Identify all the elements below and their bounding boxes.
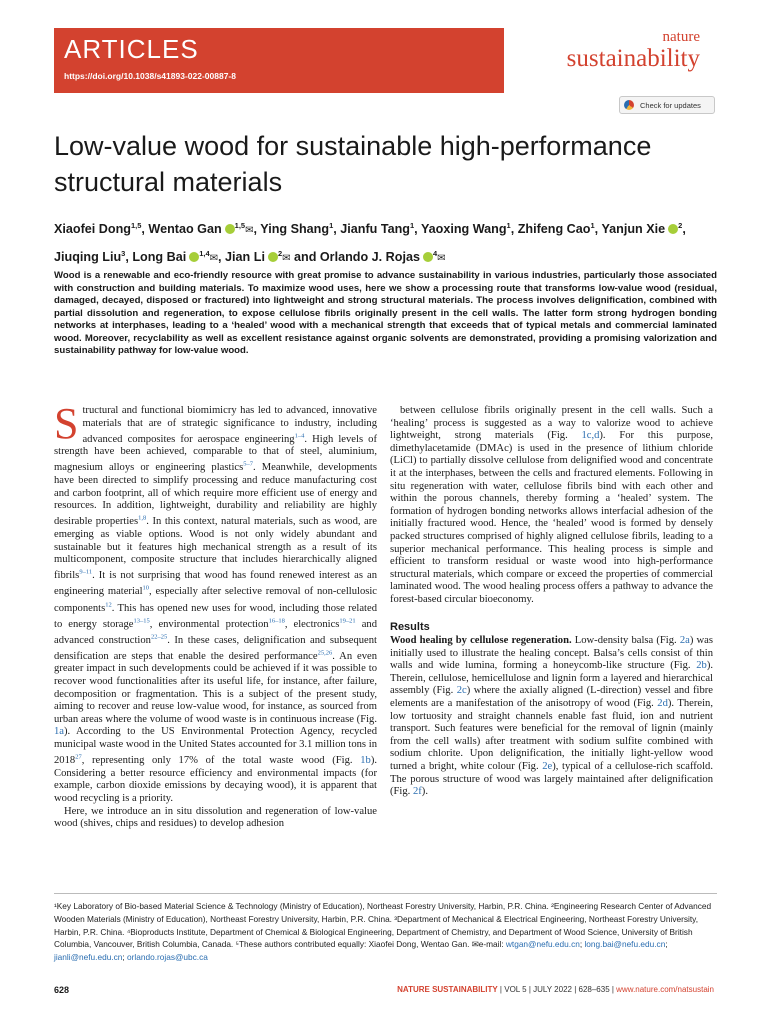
figure-link[interactable]: 1b: [360, 755, 371, 767]
author[interactable]: [260, 222, 333, 236]
author-separator: ,: [218, 250, 226, 265]
body-text: ) where the axially aligned (L-direction) vessel and fibre elements are a manifestation of the anisotropy of wood (Fig.: [390, 685, 713, 710]
author[interactable]: [148, 222, 253, 236]
author-name[interactable]: Yanjun Xie: [601, 222, 666, 237]
page-number: 628: [54, 985, 70, 995]
author-name[interactable]: Zhifeng Cao: [517, 222, 591, 237]
affiliations-footnote: [54, 900, 717, 964]
citation-link[interactable]: 9–11: [79, 568, 93, 576]
citation-link[interactable]: 16–18: [268, 617, 285, 625]
author-name[interactable]: Jian Li: [225, 250, 265, 265]
citation-link[interactable]: 27: [75, 753, 82, 761]
body-column-left: [54, 399, 378, 831]
citation-link[interactable]: 10: [142, 584, 150, 592]
orcid-icon[interactable]: [668, 224, 678, 234]
email-icon[interactable]: ✉: [437, 253, 446, 265]
figure-link[interactable]: 2b: [696, 660, 707, 672]
intro-paragraph-2: Here, we introduce an in situ dissolution and regeneration of low-value wood (shives, chips and residues) to develop adhesion: [54, 805, 377, 830]
author-separator: ,: [125, 250, 133, 265]
footer-issue: | VOL 5 | JULY 2022 | 628–635 |: [497, 985, 617, 994]
check-for-updates-button[interactable]: [619, 96, 715, 114]
figure-link[interactable]: 1c,d: [581, 430, 600, 442]
author-separator: ,: [510, 222, 518, 237]
affiliations-text: ¹Key Laboratory of Bio-based Material Science & Technology (Ministry of Education), Northeast Forestry University, Harbin, P.R. China. ²Engineering Research Center of Advanced Wooden Materials (Ministry of Education), Northeast Forestry University, Harbin, P.R. China. ³Department of Mechanical & Electrical Engineering, Northeast Forestry University, Harbin, P.R. China. ⁴Bioproducts Institute, Department of Chemical & Biological Engineering, Department of Chemistry, and Department of Wood Science, University of British Columbia, Vancouver, British Columbia, Canada. ⁵These authors contributed equally: Xiaofei Dong, Wentao Gan.: [54, 901, 712, 950]
citation-link[interactable]: 1,8: [138, 514, 147, 522]
body-text: , electronics: [284, 618, 340, 630]
body-text: , environmental protection: [149, 618, 269, 630]
figure-link[interactable]: 2a: [679, 635, 690, 647]
email-link[interactable]: orlando.rojas@ubc.ca: [127, 952, 208, 963]
author-separator: and: [290, 250, 320, 265]
body-text: ). Therein, cellulose, hemicellulose and lignin form a layered and hierarchical assembly (Fig.: [390, 660, 713, 697]
author-separator: ,: [594, 222, 602, 237]
body-text: . Meanwhile, developments have been directed to simplify processing and reduce manufacturing cost and carbon footprint, all of which require more efficient use of energy and resources. In addition, lightweight, durability and reliability are highly desirable properties: [54, 462, 377, 528]
body-text: and advanced construction: [54, 618, 377, 646]
author-name[interactable]: Yaoxing Wang: [420, 222, 507, 237]
author[interactable]: [320, 250, 446, 264]
citation-link[interactable]: 1–4: [294, 432, 305, 440]
email-link[interactable]: wtgan@nefu.edu.cn: [505, 939, 580, 950]
author[interactable]: [518, 222, 595, 236]
author-affiliation: 2: [277, 249, 283, 259]
author-affiliation: 3: [121, 249, 126, 259]
results-subheading: Wood healing by cellulose regeneration.: [390, 635, 572, 647]
email-separator: ;: [579, 939, 585, 950]
orcid-icon[interactable]: [268, 252, 278, 262]
abstract: Wood is a renewable and eco-friendly resource with great promise to advance sustainability in various industries, particularly those associated with construction and building materials. To maximize wood uses, here we show a processing route that transforms low-value wood (residual, damaged, decayed, disposed or fractured) into lightweight and strong structural materials. The process involves delignification, combined with partial dissolution and regeneration, to expose cellulose fibrils originally present in the cell walls. The latter form strong hydrogen bonding networks at interphases, leading to a ‘healed’ wood with a mechanical strength that exceeds that of typical metals and commercial laminated wood. Moreover, recyclability as well as excellent resistance against organic solvents are demonstrated, providing a promising valorization and sustainability pathway for low-value wood.: [54, 270, 717, 356]
body-text: ). Therein, low tortuosity and straight channels enable fast fluid, ion and nutrient transport. Such features were beneficial for the removal of lignin (mainly from the cell walls) after treatment with sodium sulfite combined with sodium chlorite. Upon delignification, the initially light-yellow wood turned a bright, white colour (Fig.: [390, 698, 713, 773]
author[interactable]: [340, 222, 414, 236]
footer-journal-url[interactable]: www.nature.com/natsustain: [616, 985, 714, 994]
journal-logo[interactable]: [540, 30, 700, 73]
author-affiliation: 1: [590, 221, 595, 230]
figure-link[interactable]: 1a: [54, 726, 64, 738]
dropcap: S: [54, 399, 79, 448]
figure-link[interactable]: 2c: [456, 685, 467, 697]
journal-logo-line2: sustainability: [566, 45, 700, 72]
body-text: ) was initially used to illustrate the healing concept. Balsa’s cells consist of thin walls and wide lumina, forming a honeycomb-like structure (Fig.: [390, 635, 713, 672]
author[interactable]: [225, 250, 290, 264]
author[interactable]: [601, 222, 682, 236]
footnote-divider: [54, 893, 717, 894]
body-text: , especially after selective removal of non-cellulosic components: [54, 586, 378, 614]
intro-paragraph-1: [54, 399, 378, 806]
journal-logo-line1: nature: [662, 29, 700, 45]
body-text: . High levels of strength have been achieved, comparable to that of steel, aluminium, magnesium alloys or engineering plastics: [54, 433, 377, 474]
citation-link[interactable]: 22–25: [150, 633, 168, 641]
body-column-right: [390, 405, 713, 799]
doi-link[interactable]: https://doi.org/10.1038/s41893-022-00887-8: [64, 71, 236, 81]
author-affiliation: 1: [329, 221, 334, 230]
citation-link[interactable]: 5–7: [243, 460, 253, 468]
email-label: ✉e-mail:: [471, 939, 506, 950]
body-text: ).: [421, 786, 428, 798]
body-text: ). For this purpose, dimethylacetamide (DMAc) is used in the presence of lithium chloride (LiCl) to partially dissolve cellulose from delignified wood and concentrate it at the interphases, between the cells and fractured elements. Following in situ regeneration with water, cellulose fibrils bind with each other and within the porous channels, thereby forming a ‘healed’ system. The formation of hydrogen bonding networks allows interfacial adhesion of the initially fractured wood. Hence, the ‘healed’ wood is formed by densely packed structures comprised of highly aligned cellulose fibrils, leading to a superior mechanical performance. This healing process is simple and efficient to transform residual or waste wood into high-performance structural materials, which compare or exceed the properties of commercial laminated wood. The wood healing process offers a pathway to advance the forest-based circular bioeconomy.: [390, 430, 713, 605]
body-text: , representing only 17% of the total waste wood (Fig.: [81, 755, 361, 767]
author-name[interactable]: Jiuqing Liu: [54, 250, 122, 265]
author-affiliation: 1,4: [199, 249, 210, 259]
email-separator: ;: [122, 952, 128, 963]
body-text: . An even greater impact in such developments could be achieved if it was possible to recover wood functionalities after its useful life, for instance, after failure, decomposition or fragmentation. This is a subject of the present study, aiming to recover and reuse low-value wood, for instance, as sourced from urban areas where the volume of wood waste is in continuous increase (Fig.: [54, 650, 377, 725]
footer-journal-name: NATURE SUSTAINABILITY: [397, 985, 498, 994]
figure-link[interactable]: 2f: [412, 786, 422, 798]
body-text: . In these cases, delignification and subsequent densification are steps that enable the desired performance: [54, 634, 377, 662]
body-text: . This has opened new uses for wood, including those related to energy storage: [54, 602, 377, 630]
author-affiliation: 1,5: [234, 221, 246, 230]
author-separator: ,: [253, 222, 261, 237]
results-heading: Results: [390, 620, 430, 633]
body-text: ). According to the US Environmental Protection Agency, recycled municipal waste wood in the United States accounted for 3.1 million tons in 2018: [54, 726, 377, 767]
email-separator: ;: [665, 939, 668, 950]
article-type-label: ARTICLES: [64, 34, 199, 64]
citation-link[interactable]: 13–15: [133, 617, 150, 625]
body-text: ), typical of a cellulose-rich scaffold. The porous structure of wood was largely maintained after delignification (Fig.: [390, 761, 713, 798]
email-icon[interactable]: ✉: [209, 253, 219, 265]
email-link[interactable]: long.bai@nefu.edu.cn: [584, 939, 666, 950]
author-separator: ,: [333, 222, 341, 237]
author-separator: ,: [141, 222, 149, 237]
author-name[interactable]: Long Bai: [132, 250, 187, 265]
orcid-icon[interactable]: [189, 252, 199, 262]
author-list: [54, 214, 714, 270]
body-text: ). Considering a better resource efficiency and environmental impacts (for example, carbon dioxide emissions by decaying wood), it is apparent that wood recycling is a priority.: [54, 755, 377, 804]
author-name[interactable]: Wentao Gan: [148, 222, 222, 237]
orcid-icon[interactable]: [225, 224, 235, 234]
citation-link[interactable]: 12: [105, 600, 112, 608]
orcid-icon[interactable]: [423, 252, 433, 262]
author[interactable]: [54, 222, 141, 236]
body-text: Low-density balsa (Fig.: [571, 635, 680, 647]
author-affiliation: 1,5: [130, 221, 142, 230]
body-text: between cellulose fibrils originally present in the cell walls. Such a ‘healing’ process is suggested as a way to valorize wood to achieve lightweight, strong materials (Fig.: [390, 405, 713, 442]
figure-link[interactable]: 2d: [657, 698, 668, 710]
author-affiliation: 4: [432, 249, 438, 259]
check-for-updates-label: Check for updates: [640, 100, 701, 110]
author-affiliation: 1: [409, 221, 415, 230]
footer-citation: [397, 985, 714, 994]
crossmark-icon: [624, 100, 634, 110]
author-affiliation: 1: [506, 221, 511, 230]
body-text: . It is not surprising that wood has found renewed interest as an engineering material: [54, 570, 377, 598]
body-text: tructural and functional biomimicry has led to advanced, innovative materials that are of strategic significance to industry, including advanced composites for aerospace engineering: [82, 405, 377, 445]
article-title: Low-value wood for sustainable high-performance structural materials: [54, 131, 652, 197]
author-name[interactable]: Orlando J. Rojas: [319, 250, 420, 265]
intro-continuation: [390, 405, 713, 607]
author-affiliation: 2: [678, 221, 683, 230]
author-separator: ,: [682, 222, 686, 237]
email-link[interactable]: jianli@nefu.edu.cn: [54, 952, 123, 963]
author-name[interactable]: Jianfu Tang: [340, 222, 410, 237]
body-text: . In this context, natural materials, such as wood, are emerging as viable options. Wood is not only widely abundant and sustainable but it features high mechanical strength as a result of its multicomponent, composite structure that includes hierarchically aligned fibrils: [54, 516, 377, 582]
author[interactable]: [421, 222, 511, 236]
author[interactable]: [54, 250, 125, 264]
author-separator: ,: [414, 222, 421, 237]
results-paragraph: [390, 635, 713, 799]
author-name[interactable]: Xiaofei Dong: [54, 222, 131, 237]
author[interactable]: [132, 250, 218, 264]
email-icon[interactable]: ✉: [282, 253, 291, 265]
figure-link[interactable]: 2e: [542, 761, 553, 773]
citation-link[interactable]: 19–21: [339, 617, 356, 625]
email-icon[interactable]: ✉: [245, 225, 254, 237]
citation-link[interactable]: 25,26: [317, 649, 333, 657]
author-name[interactable]: Ying Shang: [260, 222, 330, 237]
